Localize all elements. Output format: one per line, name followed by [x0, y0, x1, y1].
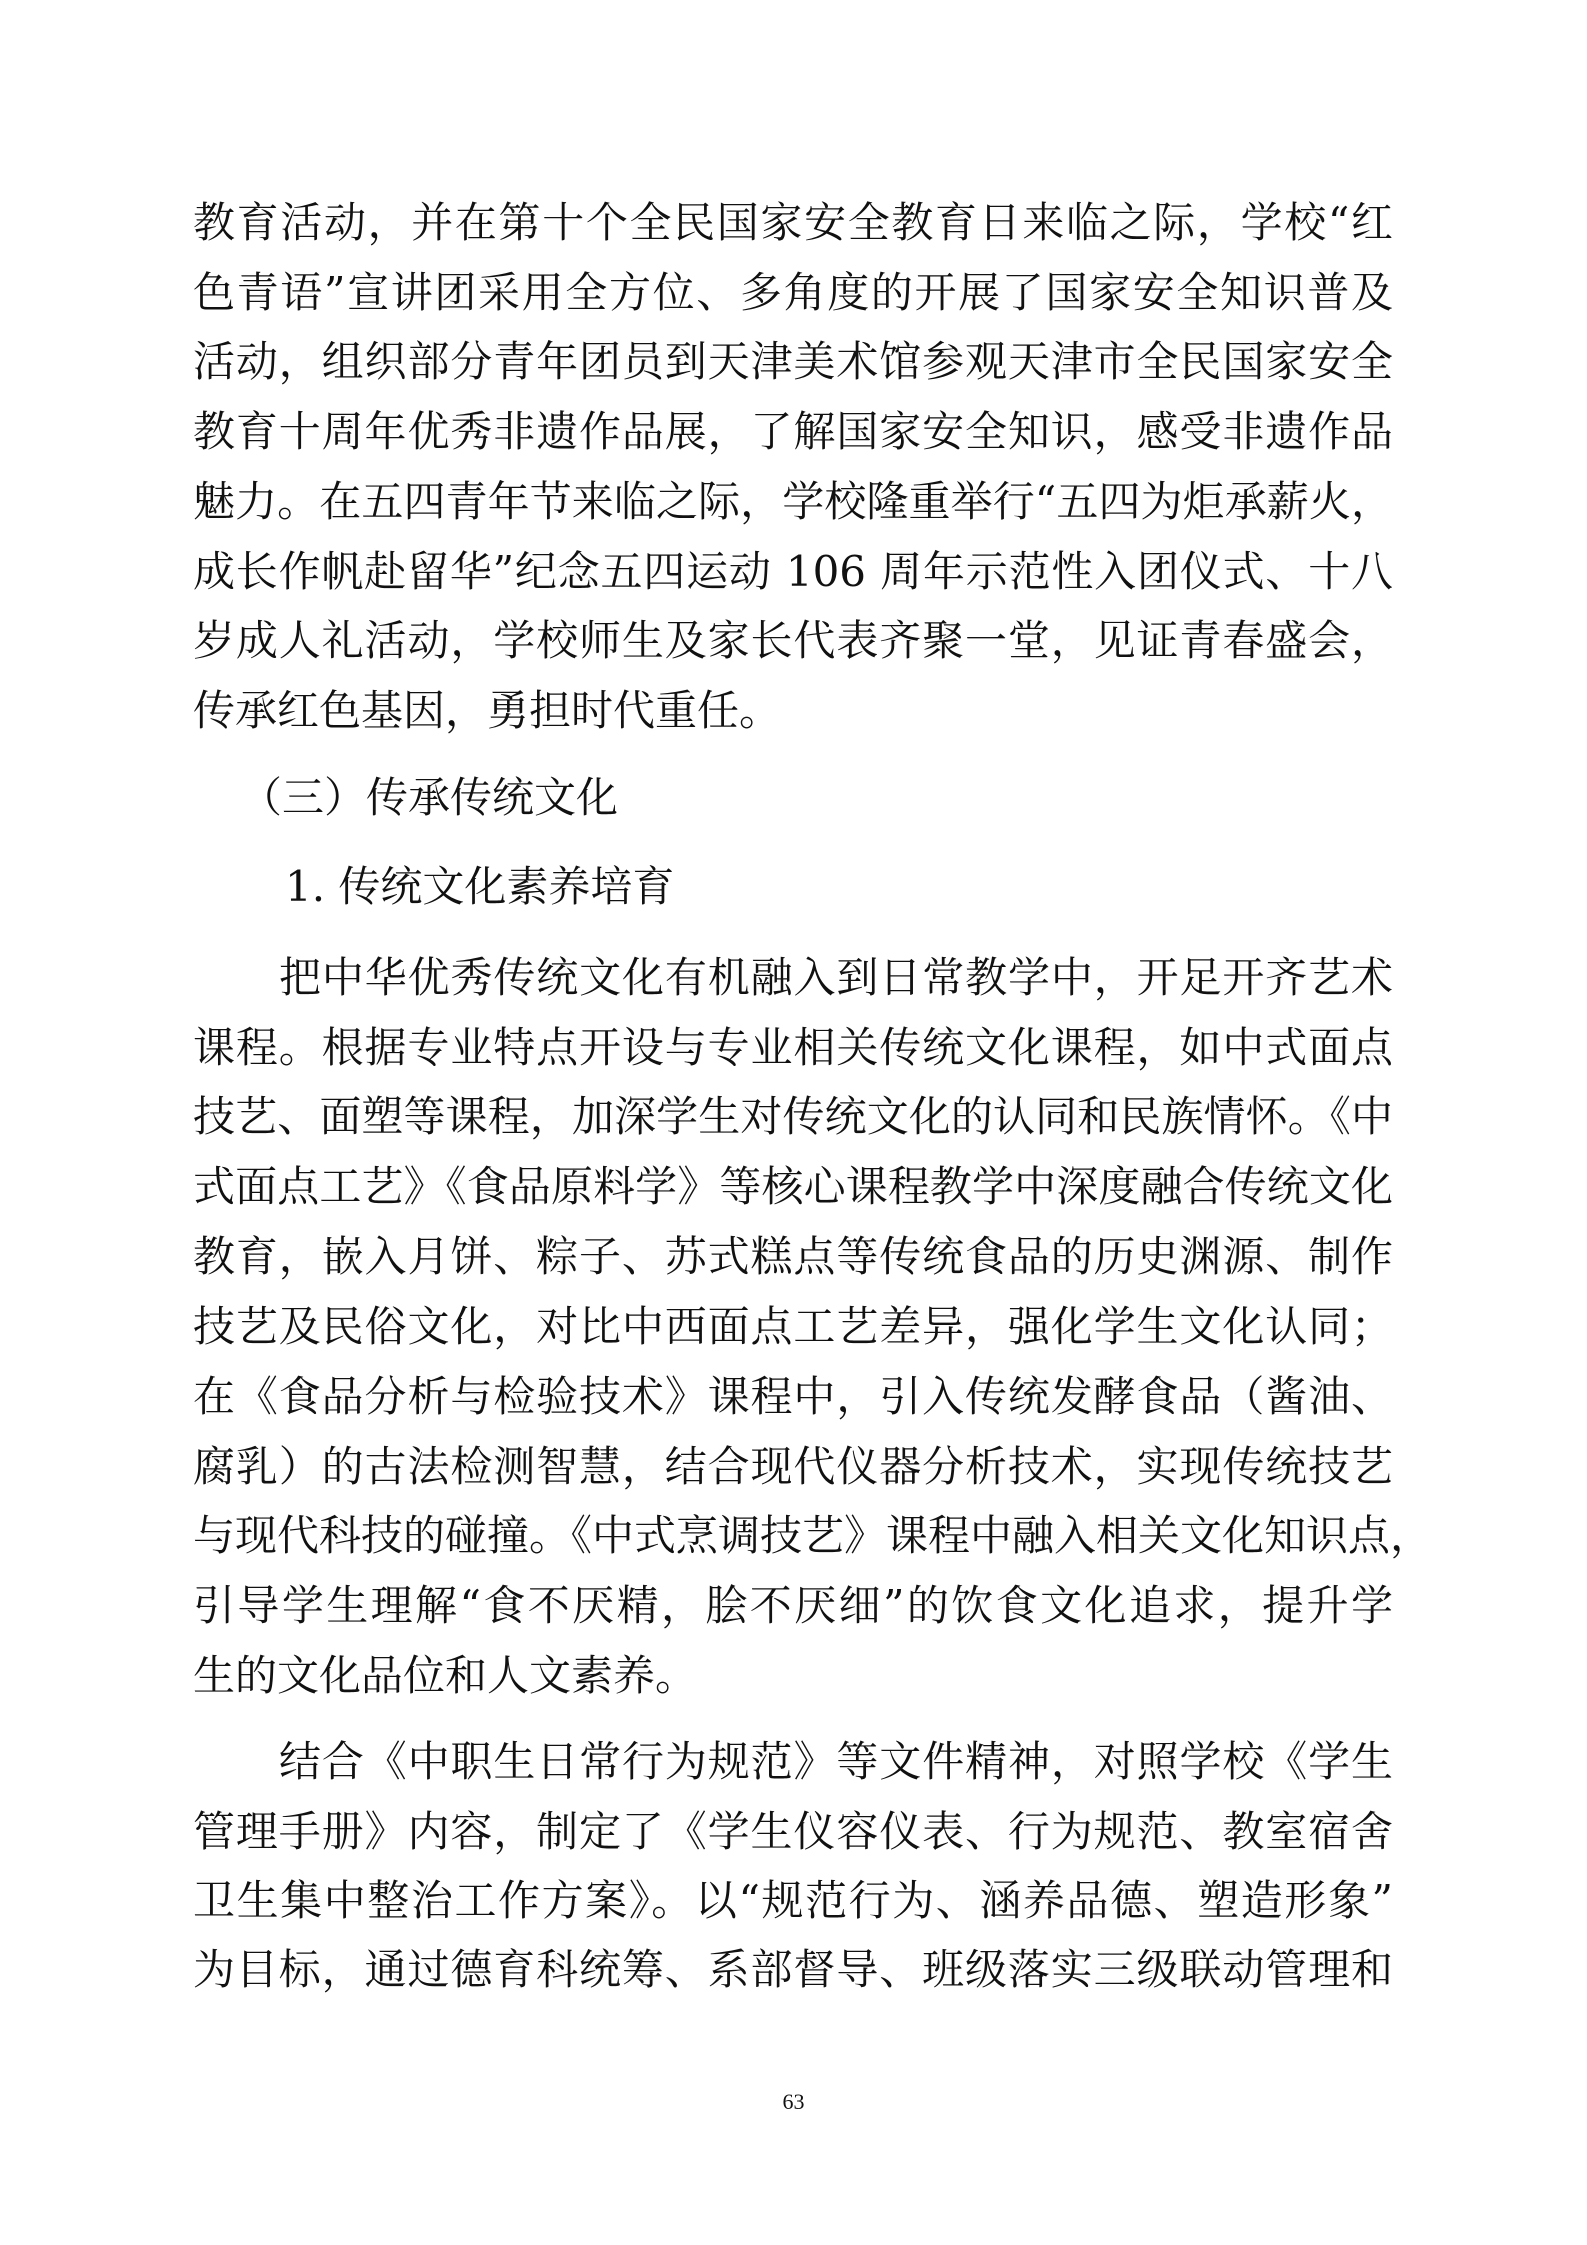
paragraph-line: 色青语”宣讲团采用全方位、多角度的开展了国家安全知识普及 [193, 268, 1393, 317]
paragraph-line: 魅力。在五四青年节来临之际，学校隆重举行“五四为炬承薪火， [193, 477, 1393, 526]
paragraph-line: 结合《中职生日常行为规范》等文件精神，对照学校《学生 [279, 1737, 1393, 1786]
paragraph-line: 在《食品分析与检验技术》课程中，引入传统发酵食品（酱油、 [193, 1372, 1393, 1421]
paragraph-line: 教育十周年优秀非遗作品展，了解国家安全知识，感受非遗作品 [193, 407, 1393, 456]
paragraph-line: 岁成人礼活动，学校师生及家长代表齐聚一堂，见证青春盛会， [193, 616, 1393, 665]
paragraph-line: 腐乳）的古法检测智慧，结合现代仪器分析技术，实现传统技艺 [193, 1442, 1393, 1491]
paragraph-line: 为目标，通过德育科统筹、系部督导、班级落实三级联动管理和 [193, 1945, 1393, 1994]
paragraph-line: 管理手册》内容，制定了《学生仪容仪表、行为规范、教室宿舍 [193, 1807, 1393, 1856]
paragraph-line: 课程。根据专业特点开设与专业相关传统文化课程，如中式面点 [193, 1023, 1393, 1072]
paragraph-line: 卫生集中整治工作方案》。以“规范行为、涵养品德、塑造形象” [193, 1876, 1393, 1925]
section-heading: （三）传承传统文化 [240, 773, 619, 822]
paragraph-line: 活动，组织部分青年团员到天津美术馆参观天津市全民国家安全 [193, 337, 1393, 386]
paragraph-line: 引导学生理解“食不厌精，脍不厌细”的饮食文化追求，提升学 [193, 1581, 1393, 1630]
paragraph-line: 与现代科技的碰撞。《中式烹调技艺》课程中融入相关文化知识点， [193, 1511, 1433, 1560]
paragraph-line: 把中华优秀传统文化有机融入到日常教学中，开足开齐艺术 [279, 953, 1393, 1002]
paragraph-line: 技艺、面塑等课程，加深学生对传统文化的认同和民族情怀。《中 [193, 1092, 1393, 1141]
paragraph-line: 技艺及民俗文化，对比中西面点工艺差异，强化学生文化认同； [193, 1302, 1393, 1351]
paragraph-line: 生的文化品位和人文素养。 [193, 1651, 698, 1700]
page-number: 63 [782, 2089, 805, 2114]
paragraph-line: 教育，嵌入月饼、粽子、苏式糕点等传统食品的历史渊源、制作 [193, 1232, 1393, 1281]
paragraph-line: 成长作帆赴留华”纪念五四运动 106 周年示范性入团仪式、十八 [193, 547, 1393, 596]
paragraph-line: 传承红色基因，勇担时代重任。 [193, 686, 782, 735]
subsection-heading: 1. 传统文化素养培育 [285, 862, 675, 911]
paragraph-line: 教育活动，并在第十个全民国家安全教育日来临之际，学校“红 [193, 198, 1393, 247]
paragraph-line: 式面点工艺》《食品原料学》等核心课程教学中深度融合传统文化 [193, 1162, 1393, 1211]
